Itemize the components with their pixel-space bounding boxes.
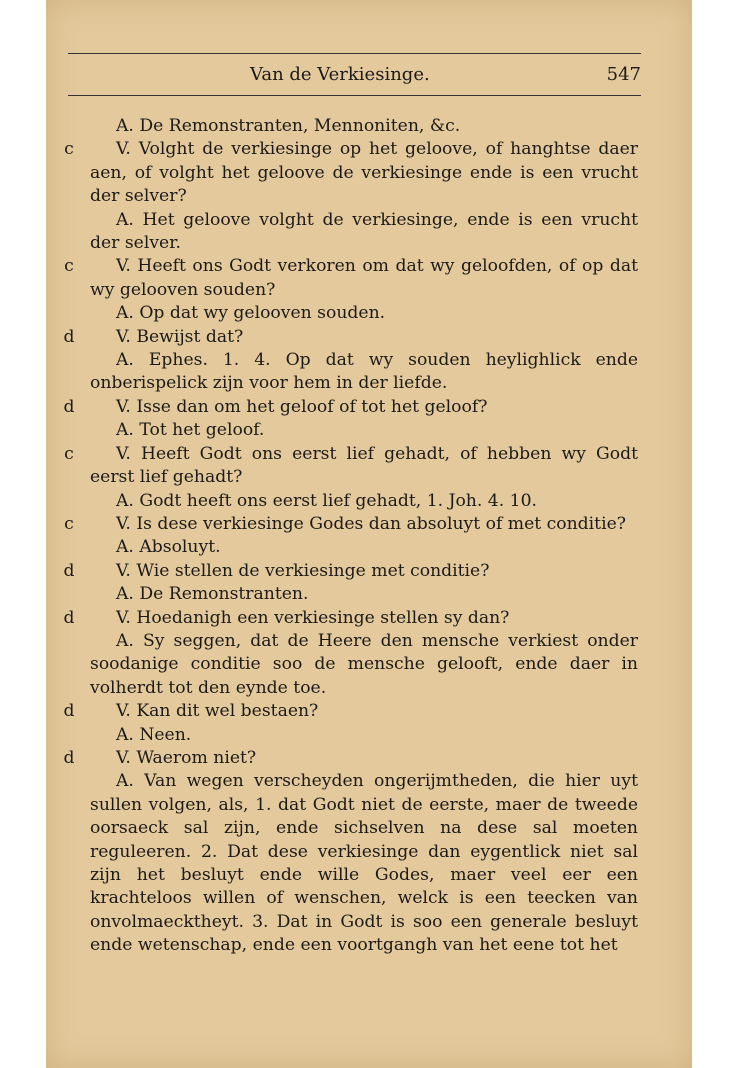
- margin-marker: d: [63, 326, 75, 347]
- paragraph-text: V. Is dese verkiesinge Godes dan absoluyt of met conditie?: [116, 513, 626, 534]
- paragraph-text: V. Bewijst dat?: [116, 326, 244, 347]
- paragraph: [63, 560, 638, 583]
- paragraph: [90, 115, 638, 138]
- header-rule-bottom: [68, 95, 641, 96]
- paragraph: [64, 513, 638, 536]
- paragraph: [64, 443, 638, 490]
- paragraph: [90, 630, 638, 700]
- paragraph-text: A. De Remonstranten, Mennoniten, &c.: [116, 116, 461, 136]
- paragraph-text: A. Ephes. 1. 4. Op dat wy souden heylighlick ende onberispelick zijn voor hem in der liefde.: [90, 350, 638, 394]
- paragraph: [90, 349, 638, 396]
- paragraph-text: A. Sy seggen, dat de Heere den mensche verkiest onder soodanige conditie soo de mensche gelooft, ende daer in volherdt tot den eynde toe.: [90, 630, 638, 698]
- margin-marker: d: [63, 747, 75, 768]
- margin-marker: c: [64, 443, 74, 464]
- paragraph: [90, 536, 638, 559]
- paragraph: [90, 209, 638, 256]
- paragraph: [63, 396, 638, 419]
- paragraph-text: A. Van wegen verscheyden ongerijmtheden, die hier uyt sullen volgen, als, 1. dat Godt niet de eerste, maer de tweede oorsaeck sal zijn, ende sichselven na dese sal moeten reguleeren. 2. Dat dese verkiesinge dan eygentlick niet sal zijn het besluyt ende wille Godes, maer veel eer een krachteloos willen of wenschen, welck is een teecken van onvolmaecktheyt. 3. Dat in Godt is soo een generale besluyt ende wetenschap, ende een voortgangh van het eene tot het: [90, 771, 638, 956]
- paragraph-text: A. Absoluyt.: [116, 537, 221, 558]
- paragraph-text: V. Wie stellen de verkiesinge met conditie?: [116, 560, 490, 581]
- paragraph: [63, 747, 638, 770]
- paragraph: [90, 770, 638, 957]
- header-rule-top: [68, 53, 641, 54]
- paragraph-text: A. Tot het geloof.: [116, 420, 265, 441]
- paragraph: [63, 607, 638, 630]
- paragraph-text: V. Volght de verkiesinge op het geloove, of hanghtse daer aen, of volght het geloove de verkiesinge ende is een vrucht der selver?: [90, 139, 638, 207]
- paragraph: [64, 255, 638, 302]
- margin-marker: d: [63, 560, 75, 581]
- paragraph: [90, 490, 638, 513]
- paragraph-text: V. Isse dan om het geloof of tot het geloof?: [116, 396, 488, 417]
- paragraph: [90, 302, 638, 325]
- paragraph: [63, 326, 638, 349]
- paragraph-text: A. Het geloove volght de verkiesinge, ende is een vrucht der selver.: [90, 209, 638, 254]
- paragraph-text: A. Op dat wy gelooven souden.: [116, 303, 386, 324]
- paragraph-text: A. Neen.: [116, 724, 192, 745]
- margin-marker: d: [63, 607, 75, 628]
- body-text: [63, 115, 638, 958]
- page-number: 547: [606, 64, 641, 85]
- paragraph: [90, 583, 638, 606]
- paragraph-text: A. De Remonstranten.: [116, 584, 309, 605]
- margin-marker: d: [63, 396, 75, 417]
- paragraph-text: V. Waerom niet?: [116, 747, 257, 768]
- paragraph-text: V. Heeft Godt ons eerst lief gehadt, of hebben wy Godt eerst lief gehadt?: [90, 443, 638, 488]
- paragraph: [90, 724, 638, 747]
- margin-marker: c: [64, 139, 74, 160]
- paragraph: [64, 138, 638, 208]
- running-header-title: Van de Verkiesinge.: [250, 64, 430, 85]
- paragraph: [90, 419, 638, 442]
- margin-marker: d: [63, 701, 75, 722]
- paragraph-text: A. Godt heeft ons eerst lief gehadt, 1. Joh. 4. 10.: [116, 490, 537, 511]
- margin-marker: c: [64, 513, 74, 534]
- paragraph-text: V. Kan dit wel bestaen?: [116, 701, 319, 722]
- paragraph-text: V. Heeft ons Godt verkoren om dat wy geloofden, of op dat wy gelooven souden?: [90, 256, 638, 300]
- paragraph-text: V. Hoedanigh een verkiesinge stellen sy dan?: [116, 607, 510, 628]
- paragraph: [63, 700, 638, 723]
- margin-marker: c: [64, 256, 74, 277]
